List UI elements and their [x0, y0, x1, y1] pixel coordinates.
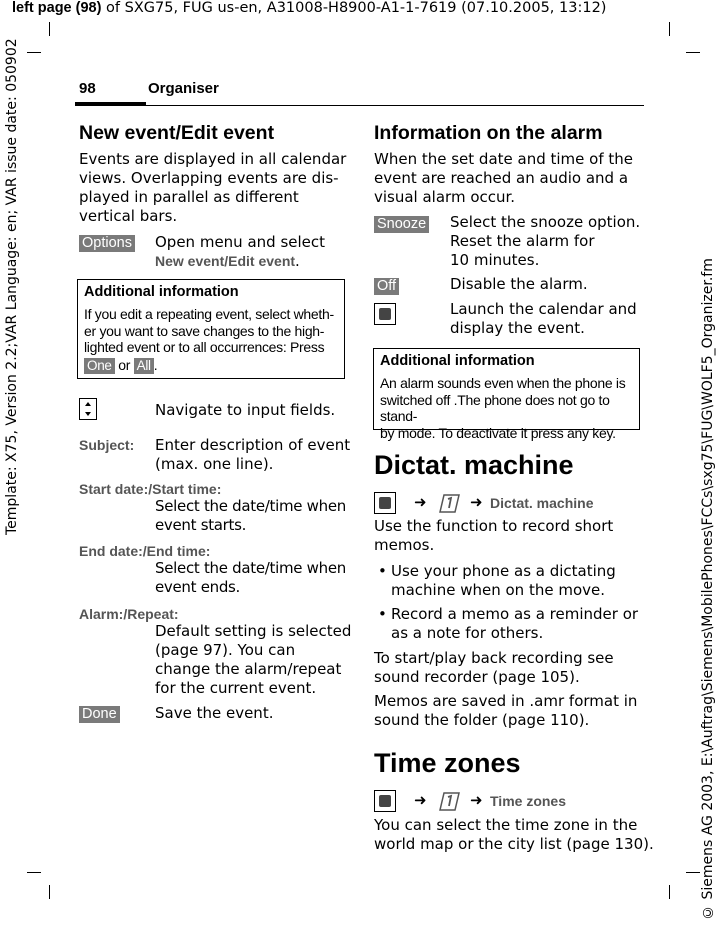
- text-line: world map or the city list (page 130).: [374, 835, 654, 853]
- text-line: switched off .The phone does not go to stand-: [380, 391, 610, 424]
- options-description: [155, 233, 355, 271]
- snooze-key: [374, 214, 429, 233]
- text-line: Select the date/time when: [155, 559, 346, 577]
- text-line: played in parallel as different: [79, 188, 299, 206]
- subject-label: Subject:: [79, 437, 135, 453]
- text-line: Select the snooze option.: [450, 213, 641, 231]
- arrow-icon: ➜: [470, 493, 483, 511]
- info-box-title: Additional information: [84, 284, 239, 300]
- text-line: event starts.: [155, 516, 247, 534]
- text-line: memos.: [374, 536, 435, 554]
- text-line: change the alarm/repeat: [155, 660, 342, 678]
- text-line: Navigate to input fields.: [155, 401, 336, 419]
- text-line: When the set date and time of the: [374, 150, 633, 168]
- text-line: display the event.: [450, 319, 585, 337]
- text-line: Record a memo as a reminder or: [391, 605, 639, 623]
- info-box-repeating: [77, 279, 345, 379]
- section-heading-dictat: Dictat. machine: [374, 450, 574, 480]
- print-header-page: left page (98): [12, 0, 102, 16]
- off-softkey: Off: [374, 278, 399, 295]
- crop-mark: [669, 22, 670, 36]
- text-line: machine when on the move.: [391, 581, 606, 599]
- section-heading-alarm: Information on the alarm: [374, 122, 603, 144]
- menu-ref-time-zones: Time zones: [490, 793, 566, 809]
- all-softkey: All: [134, 358, 154, 374]
- header-rule: [75, 105, 644, 106]
- snooze-softkey: Snooze: [374, 216, 429, 233]
- menu-key-icon: [374, 790, 396, 812]
- print-header-info: of SXG75, FUG us-en, A31008-H8900-A1-1-7619 (07.10.2005, 13:12): [101, 0, 607, 16]
- arrow-icon: ➜: [470, 791, 483, 809]
- text-line: Save the event.: [155, 704, 274, 722]
- new-event-intro: [79, 150, 349, 226]
- snooze-description: [450, 213, 645, 270]
- text-line: You can select the time zone in the: [374, 816, 638, 834]
- crop-mark: [49, 22, 50, 36]
- page-title: Organiser: [148, 80, 219, 97]
- copyright-note: © Siemens AG 2003, E:\Auftrag\Siemens\MobilePhones\FCCs\sxg75\FUG\WOLF5_Organizer.fm: [700, 258, 716, 920]
- text-line: (max. one line).: [155, 455, 274, 473]
- alarm-intro: [374, 150, 644, 207]
- crop-mark: [49, 885, 50, 899]
- crop-mark: [27, 872, 41, 873]
- text-line: vertical bars.: [79, 207, 178, 225]
- section-heading-time-zones: Time zones: [374, 748, 521, 778]
- text-line: er you want to save changes to the high-: [84, 322, 325, 339]
- bullet-item: [374, 562, 644, 600]
- text-line: event are reached an audio and a: [374, 169, 629, 187]
- bullet-dot: •: [378, 605, 387, 623]
- crop-mark: [686, 872, 700, 873]
- arrow-icon: ➜: [414, 791, 427, 809]
- alarm-label: Alarm:/Repeat:: [79, 606, 179, 622]
- info-box-title: Additional information: [380, 353, 535, 369]
- one-softkey: One: [84, 358, 115, 374]
- alarm-description: [155, 622, 355, 698]
- text-line: by mode. To deactivate it press any key.: [380, 424, 616, 441]
- crop-mark: [27, 52, 41, 53]
- dictat-intro: [374, 517, 644, 555]
- organiser-menu-icon: [436, 490, 462, 516]
- text-line: Enter description of event: [155, 436, 351, 454]
- menu-ref-dictat: Dictat. machine: [490, 495, 594, 511]
- done-description: [155, 704, 273, 723]
- off-description: [450, 275, 588, 294]
- text-or: or: [114, 356, 134, 373]
- options-softkey: Options: [79, 235, 135, 252]
- text-line: (page 97). You can: [155, 641, 296, 659]
- menu-ref-new-event: New event/Edit event: [155, 253, 296, 269]
- start-label: Start date:/Start time:: [79, 481, 222, 497]
- text-line: sound the folder (page 110).: [374, 711, 590, 729]
- template-note: Template: X75, Version 2.2;VAR Language: en; VAR issue date: 050902: [4, 38, 20, 535]
- done-key: [79, 704, 120, 723]
- text-line: sound recorder (page 105).: [374, 668, 580, 686]
- navigate-description: [155, 401, 335, 420]
- start-description: [155, 497, 355, 535]
- text-line: Memos are saved in .amr format in: [374, 692, 638, 710]
- time-zones-paragraph: [374, 816, 654, 854]
- text-line: Default setting is selected: [155, 622, 352, 640]
- options-key: [79, 233, 135, 252]
- navigate-arrows-icon: [80, 399, 96, 419]
- text-line: An alarm sounds even when the phone is: [380, 375, 626, 391]
- text-line: event ends.: [155, 578, 241, 596]
- arrow-icon: ➜: [414, 493, 427, 511]
- print-header: [12, 0, 606, 16]
- text-line: as a note for others.: [391, 624, 544, 642]
- text-line: Launch the calendar and: [450, 300, 637, 318]
- end-label: End date:/End time:: [79, 543, 211, 559]
- play-paragraph: [374, 649, 644, 687]
- section-heading-new-event: New event/Edit event: [79, 122, 275, 144]
- navigate-key-icon: [79, 398, 97, 420]
- page-number: 98: [79, 80, 96, 97]
- info-box-alarm: [373, 348, 640, 441]
- bullet-item: [374, 605, 644, 643]
- launch-description: [450, 300, 645, 338]
- menu-key-icon: [374, 303, 396, 325]
- text-line: for the current event.: [155, 679, 317, 697]
- memo-paragraph: [374, 692, 644, 730]
- end-description: [155, 559, 355, 597]
- organiser-menu-icon: [436, 788, 462, 814]
- text-line: 10 minutes.: [450, 251, 540, 269]
- crop-mark: [686, 52, 700, 53]
- text-line: lighted event or to all occurrences: Press: [84, 339, 325, 355]
- text-line: Open menu and select: [155, 233, 326, 251]
- crop-mark: [669, 885, 670, 899]
- done-softkey: Done: [79, 706, 120, 723]
- text-line: Use your phone as a dictating: [391, 562, 616, 580]
- text-line: If you edit a repeating event, select wheth-: [84, 306, 334, 322]
- subject-description: [155, 436, 355, 474]
- text-line: Select the date/time when: [155, 497, 346, 515]
- off-key: [374, 276, 399, 295]
- punct: .: [295, 252, 300, 270]
- bullet-dot: •: [378, 562, 387, 580]
- text-line: Disable the alarm.: [450, 275, 588, 293]
- text-line: views. Overlapping events are dis-: [79, 169, 339, 187]
- punct: .: [153, 356, 158, 373]
- text-line: To start/play back recording see: [374, 649, 614, 667]
- text-line: Use the function to record short: [374, 517, 614, 535]
- text-line: visual alarm occur.: [374, 188, 516, 206]
- menu-key-icon: [374, 492, 396, 514]
- text-line: Events are displayed in all calendar: [79, 150, 347, 168]
- text-line: Reset the alarm for: [450, 232, 595, 250]
